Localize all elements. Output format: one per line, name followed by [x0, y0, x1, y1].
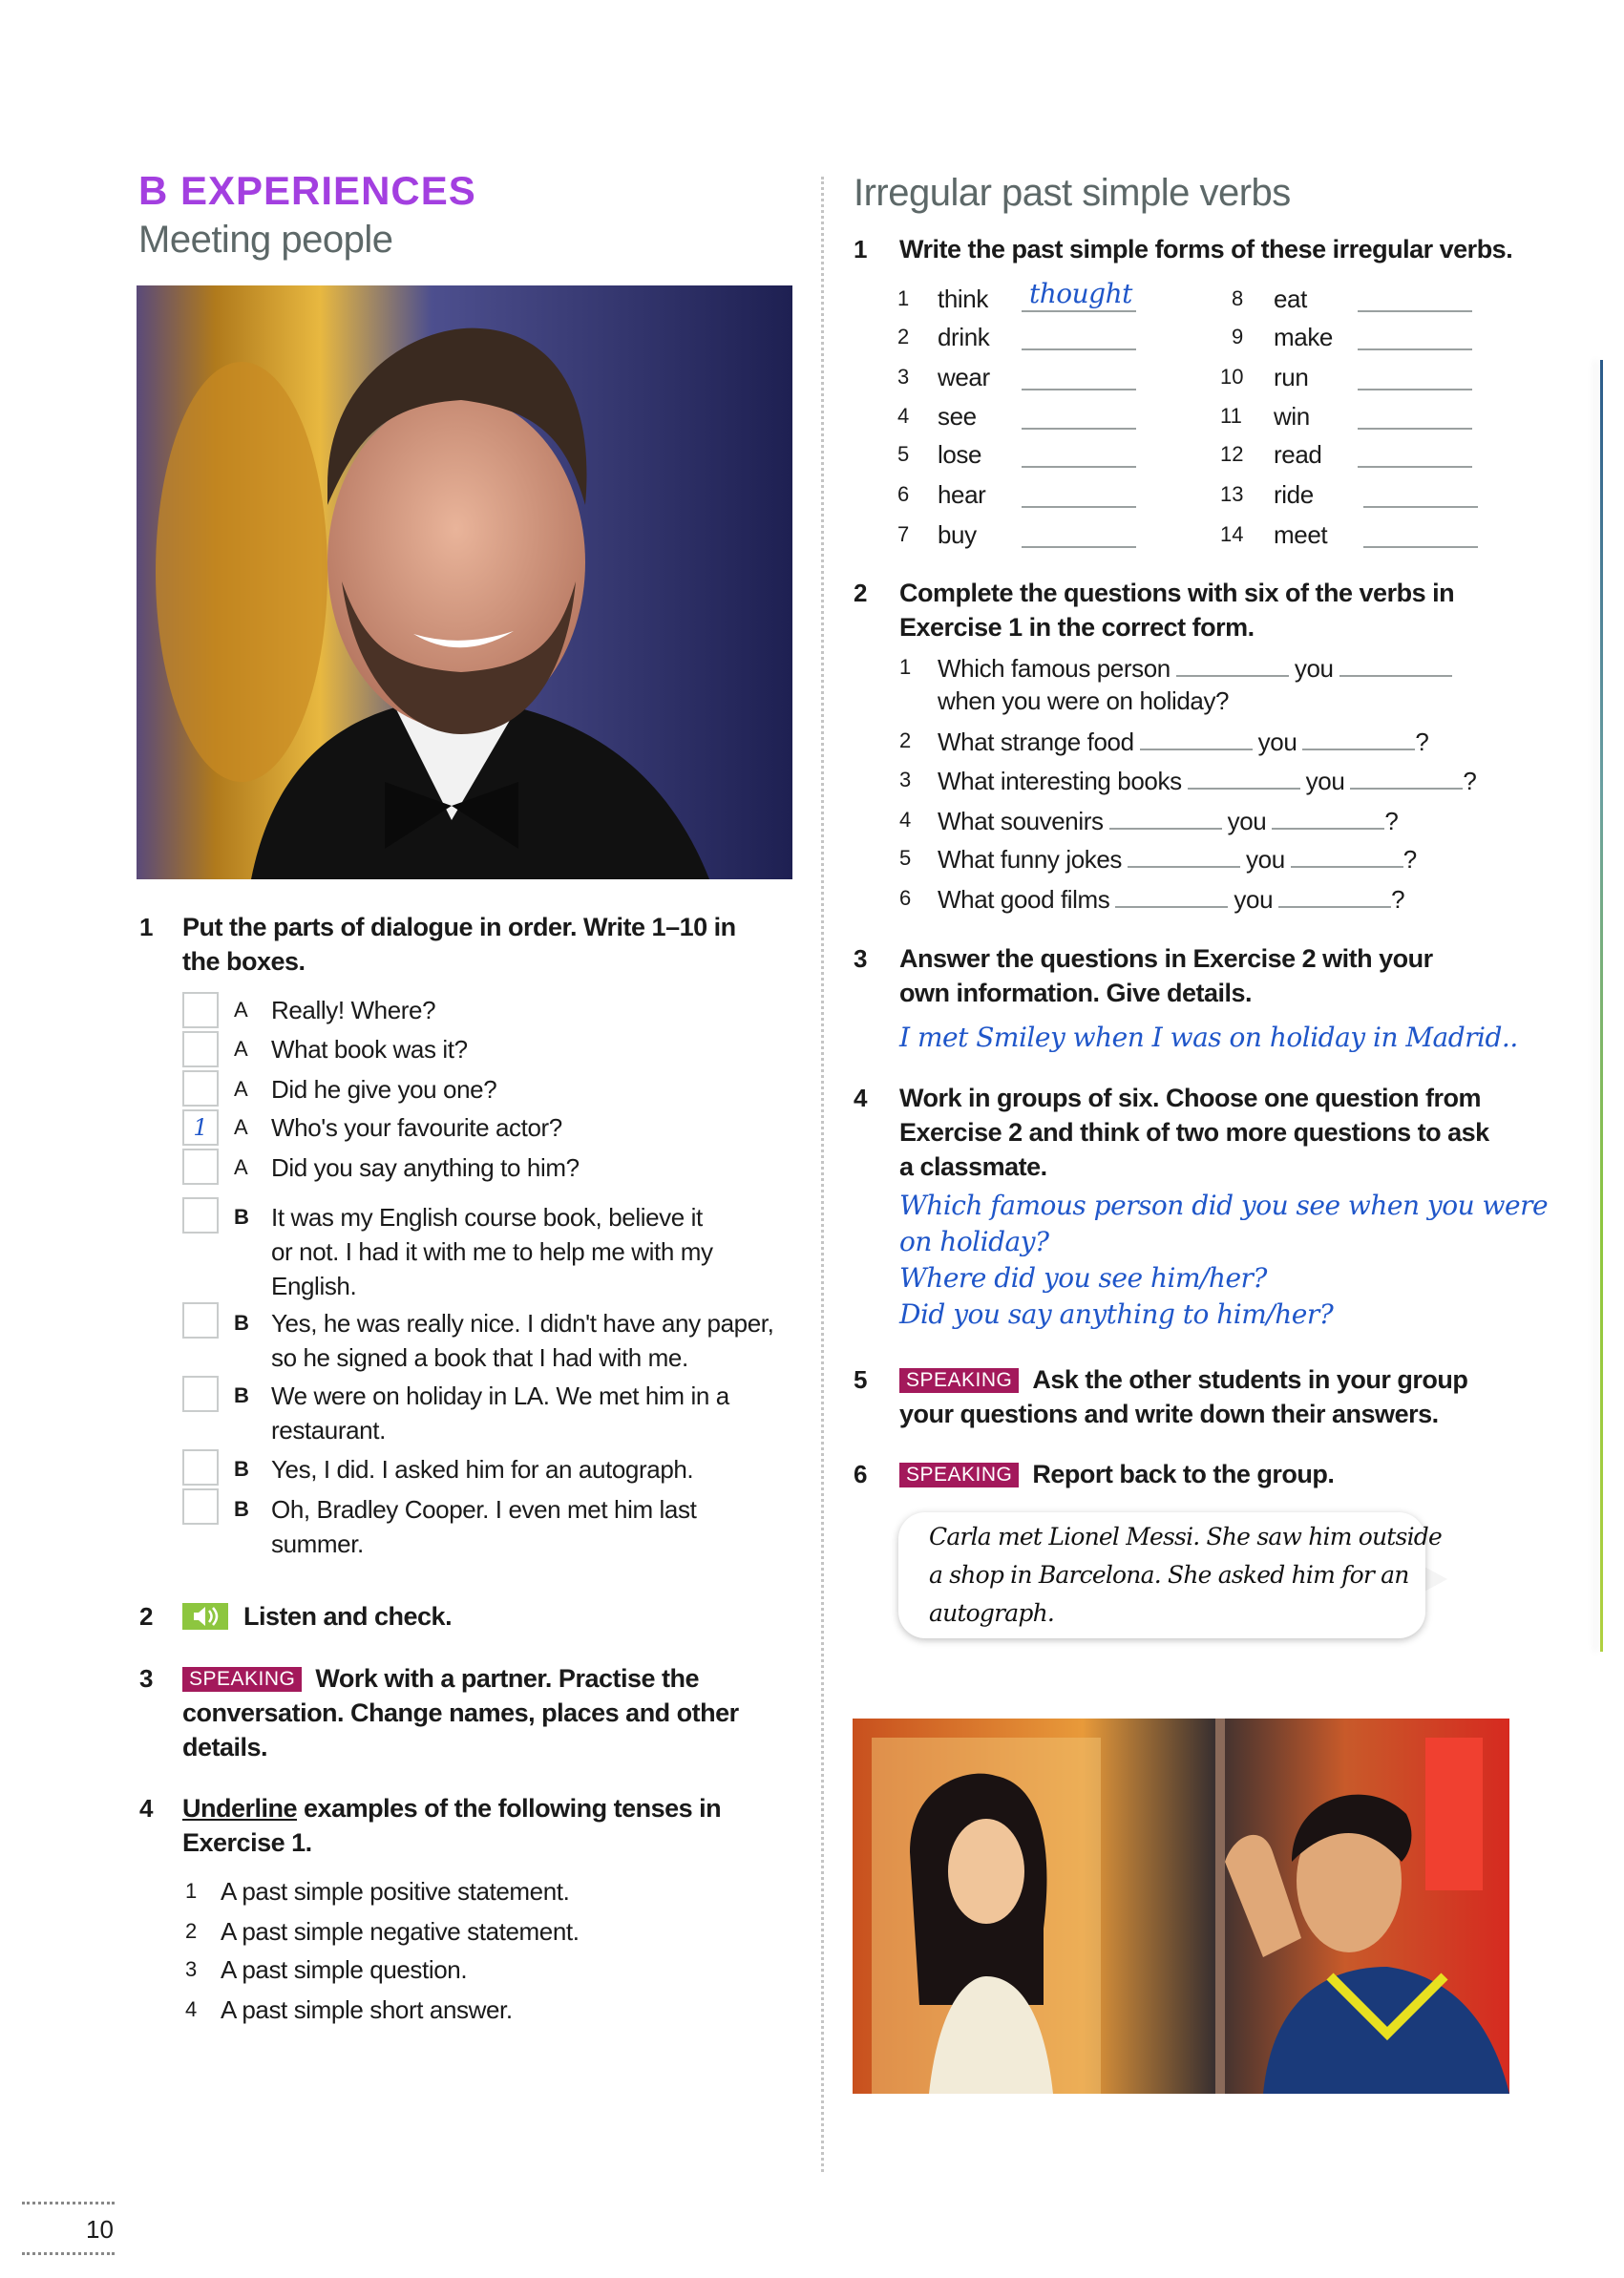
answer-blank[interactable] [1363, 477, 1478, 508]
speaker-label: A [234, 998, 248, 1022]
order-box[interactable] [182, 1149, 219, 1185]
verb-blank[interactable] [1140, 724, 1253, 750]
verb-number: 9 [1232, 325, 1244, 348]
question [938, 650, 1452, 686]
order-box[interactable] [182, 1449, 219, 1486]
question-start: What strange food [938, 728, 1134, 756]
page-number-rule-top [22, 2202, 115, 2204]
verb: buy [938, 520, 977, 549]
bubble-line: Carla met Lionel Messi. She saw him outside [929, 1523, 1442, 1550]
exercise-2-number: 2 [139, 1602, 154, 1631]
question-end: ? [1384, 807, 1399, 835]
instruction-line: own information. Give details. [899, 979, 1253, 1007]
speaker-label: A [234, 1037, 248, 1061]
verb-number: 2 [897, 325, 910, 348]
verb: run [1274, 363, 1309, 391]
celebrity-photo [137, 285, 792, 879]
speaker-label: A [234, 1155, 248, 1179]
dialogue-line: Did you say anything to him? [271, 1153, 580, 1182]
exercise-1-number: 1 [854, 235, 868, 264]
line: Yes, he was really nice. I didn't have any paper, [271, 1309, 774, 1338]
verb: eat [1274, 285, 1307, 313]
question-you: you [1234, 885, 1274, 914]
page-number-rule-bottom [22, 2252, 115, 2255]
verb-number: 13 [1220, 482, 1244, 506]
line: Oh, Bradley Cooper. I even met him last [271, 1495, 697, 1524]
instruction-line: your questions and write down their answers. [899, 1400, 1439, 1428]
section-title: B EXPERIENCES [138, 168, 476, 213]
verb-number: 10 [1220, 365, 1244, 389]
question-end: ? [1463, 767, 1477, 795]
verb-blank[interactable] [1291, 841, 1403, 868]
verb-number: 6 [897, 482, 910, 506]
speech-bubble-text [929, 1518, 1442, 1633]
speaker-label: A [234, 1115, 248, 1139]
question-you: you [1294, 654, 1334, 683]
instruction-text: examples of the following tenses in [297, 1794, 722, 1823]
handwritten-line: Where did you see him/her? [899, 1262, 1267, 1294]
right-edge-rule [1600, 360, 1603, 1652]
exercise-4-number: 4 [854, 1084, 868, 1112]
verb: wear [938, 363, 990, 391]
instruction-line: the boxes. [182, 947, 306, 976]
exercise-4-instruction [899, 1081, 1489, 1184]
verb-number: 8 [1232, 286, 1244, 310]
answer-blank[interactable] [1358, 437, 1472, 468]
verb-number: 3 [897, 365, 910, 389]
verb: drink [938, 323, 990, 351]
question-number: 4 [899, 808, 912, 832]
verb-number: 1 [897, 286, 910, 310]
exercise-1-instruction: Write the past simple forms of these irregular verbs. [899, 235, 1513, 264]
verb-blank[interactable] [1109, 803, 1222, 830]
speaker-label: B [234, 1311, 249, 1335]
bubble-line: autograph. [929, 1599, 1055, 1627]
exercise-1-number: 1 [139, 913, 154, 941]
answer-blank[interactable] [1022, 320, 1136, 350]
dialogue-line: Did he give you one? [271, 1075, 497, 1104]
answer-blank[interactable] [1358, 360, 1472, 390]
question-start: What interesting books [938, 767, 1182, 795]
handwritten-answer: thought [1029, 278, 1132, 309]
question-number: 2 [899, 728, 912, 752]
exercise-4-instruction [182, 1791, 721, 1860]
instruction-line: Put the parts of dialogue in order. Write 1–10 in [182, 913, 736, 941]
exercise-2-number: 2 [854, 579, 868, 607]
speaking-badge: SPEAKING [899, 1463, 1019, 1487]
answer-blank[interactable] [1022, 399, 1136, 430]
section-subtitle: Meeting people [138, 219, 393, 261]
instruction-line: Exercise 1. [182, 1828, 312, 1857]
verb: read [1274, 440, 1322, 469]
dialogue-line: Yes, I did. I asked him for an autograph. [271, 1455, 694, 1484]
instruction-line: a classmate. [899, 1152, 1047, 1181]
verb-number: 4 [897, 404, 910, 428]
verb-blank[interactable] [1350, 763, 1463, 790]
answer-blank[interactable] [1022, 360, 1136, 390]
dialogue-line: Really! Where? [271, 996, 436, 1024]
dialogue-line: Who's your favourite actor? [271, 1113, 562, 1142]
tense-item: A past simple short answer. [221, 1995, 513, 2024]
exercise-2-instruction: Listen and check. [243, 1602, 453, 1631]
exercise-3-number: 3 [854, 944, 868, 973]
question [938, 881, 1404, 917]
question-you: you [1257, 728, 1297, 756]
instruction-line: Exercise 1 in the correct form. [899, 613, 1255, 642]
illustration-meeting [853, 1719, 1509, 2094]
speaker-label: A [234, 1077, 248, 1101]
tense-item: A past simple negative statement. [221, 1917, 580, 1946]
verb-number: 7 [897, 522, 910, 546]
line: English. [271, 1272, 357, 1300]
dialogue-line [271, 1200, 713, 1303]
question-you: you [1305, 767, 1345, 795]
question-end: ? [1403, 845, 1417, 874]
speaking-badge: SPEAKING [899, 1368, 1019, 1393]
tense-item: A past simple positive statement. [221, 1877, 570, 1906]
instruction-line: Exercise 2 and think of two more questions to ask [899, 1118, 1489, 1147]
item-number: 1 [185, 1879, 198, 1903]
line: It was my English course book, believe it [271, 1203, 703, 1232]
question-end: ? [1415, 728, 1429, 756]
verb-blank[interactable] [1278, 881, 1391, 908]
handwritten-line: Did you say anything to him/her? [899, 1298, 1334, 1330]
right-heading: Irregular past simple verbs [854, 172, 1291, 214]
order-box[interactable] [182, 1031, 219, 1067]
instruction-line [182, 1791, 721, 1825]
question-number: 5 [899, 846, 912, 870]
instruction-line: Answer the questions in Exercise 2 with your [899, 944, 1433, 973]
question-start: What good films [938, 885, 1110, 914]
bubble-line: a shop in Barcelona. She asked him for an [929, 1561, 1409, 1589]
line: We were on holiday in LA. We met him in a [271, 1382, 729, 1410]
speech-bubble [898, 1512, 1442, 1638]
verb-blank[interactable] [1176, 650, 1289, 677]
answer-blank[interactable] [1022, 278, 1136, 312]
question [938, 841, 1417, 876]
question-you: you [1227, 807, 1267, 835]
dialogue-line: What book was it? [271, 1035, 468, 1064]
question [938, 763, 1476, 798]
verb: meet [1274, 520, 1328, 549]
tense-item: A past simple question. [221, 1955, 468, 1984]
verb: see [938, 402, 977, 431]
exercise-3-number: 3 [139, 1664, 154, 1693]
handwritten-questions[interactable] [899, 1188, 1548, 1333]
exercise-6-instruction [899, 1457, 1334, 1491]
exercise-5-number: 5 [854, 1365, 868, 1394]
item-number: 2 [185, 1919, 198, 1943]
column-divider [821, 177, 824, 2172]
verb-number: 12 [1220, 442, 1244, 466]
question-start: What souvenirs [938, 807, 1104, 835]
order-box[interactable] [182, 1488, 219, 1525]
exercise-3-instruction [899, 941, 1433, 1010]
answer-blank[interactable] [1358, 282, 1472, 312]
verb-number: 14 [1220, 522, 1244, 546]
verb: hear [938, 480, 986, 509]
dialogue-line [271, 1306, 773, 1375]
order-box[interactable] [182, 1197, 219, 1234]
instruction-line [899, 1362, 1467, 1397]
speaking-badge: SPEAKING [182, 1667, 302, 1692]
verb: make [1274, 323, 1333, 351]
line: so he signed a book that I had with me. [271, 1343, 688, 1372]
instruction-line: conversation. Change names, places and other [182, 1698, 739, 1727]
dialogue-line [271, 1379, 729, 1447]
dialogue-line [271, 1492, 696, 1561]
question [938, 803, 1398, 838]
speaker-label: B [234, 1457, 249, 1481]
answer-blank[interactable] [1363, 517, 1478, 548]
answer-blank[interactable] [1358, 399, 1472, 430]
verb-blank[interactable] [1188, 763, 1300, 790]
item-number: 3 [185, 1957, 198, 1981]
exercise-6-number: 6 [854, 1460, 868, 1488]
item-number: 4 [185, 1997, 198, 2021]
verb-blank[interactable] [1128, 841, 1240, 868]
verb-number: 5 [897, 442, 910, 466]
line: restaurant. [271, 1416, 386, 1445]
question-start: Which famous person [938, 654, 1171, 683]
order-box[interactable] [182, 1302, 219, 1339]
answer-blank[interactable] [1358, 320, 1472, 350]
question-end: ? [1391, 885, 1405, 914]
line: or not. I had it with me to help me with my [271, 1237, 713, 1266]
underline-word: Underline [182, 1794, 298, 1823]
verb-blank[interactable] [1339, 650, 1452, 677]
order-box[interactable] [182, 1376, 219, 1412]
verb-blank[interactable] [1302, 724, 1415, 750]
speaker-label: B [234, 1383, 249, 1407]
speaker-label: B [234, 1205, 249, 1229]
handwritten-answer[interactable]: I met Smiley when I was on holiday in Madrid.. [899, 1022, 1518, 1053]
instruction-line: details. [182, 1733, 268, 1761]
exercise-1-instruction [182, 910, 736, 979]
answer-blank[interactable] [1022, 477, 1136, 508]
verb-blank[interactable] [1115, 881, 1228, 908]
line: summer. [271, 1529, 364, 1558]
question-you: you [1246, 845, 1285, 874]
order-box[interactable] [182, 992, 219, 1028]
verb-number: 11 [1220, 404, 1242, 428]
question-start: What funny jokes [938, 845, 1123, 874]
exercise-3-instruction [182, 1661, 739, 1764]
instruction-line: Work in groups of six. Choose one question from [899, 1084, 1482, 1112]
audio-icon[interactable] [182, 1603, 228, 1630]
instruction-text: Work with a partner. Practise the [315, 1664, 700, 1693]
answer-blank[interactable] [1022, 437, 1136, 468]
instruction-line: Complete the questions with six of the verbs in [899, 579, 1455, 607]
instruction-line [182, 1661, 739, 1696]
question-continuation: when you were on holiday? [938, 686, 1230, 715]
verb: lose [938, 440, 982, 469]
verb: win [1274, 402, 1310, 431]
verb-blank[interactable] [1272, 803, 1384, 830]
question-number: 6 [899, 886, 912, 910]
handwritten-line: on holiday? [899, 1226, 1049, 1257]
answer-blank[interactable] [1022, 517, 1136, 548]
exercise-2-instruction [899, 576, 1454, 644]
verb: ride [1274, 480, 1314, 509]
speaker-label: B [234, 1497, 249, 1521]
instruction-text: Report back to the group. [1032, 1460, 1335, 1488]
order-box[interactable]: 1 [182, 1109, 219, 1146]
question-number: 3 [899, 768, 912, 791]
order-box[interactable] [182, 1070, 219, 1107]
question-number: 1 [899, 655, 912, 679]
page-number: 10 [86, 2215, 114, 2244]
exercise-5-instruction [899, 1362, 1467, 1431]
instruction-text: Ask the other students in your group [1032, 1365, 1468, 1394]
exercise-4-number: 4 [139, 1794, 154, 1823]
question [938, 724, 1428, 759]
verb: think [938, 285, 988, 313]
handwritten-line: Which famous person did you see when you were [899, 1190, 1549, 1221]
